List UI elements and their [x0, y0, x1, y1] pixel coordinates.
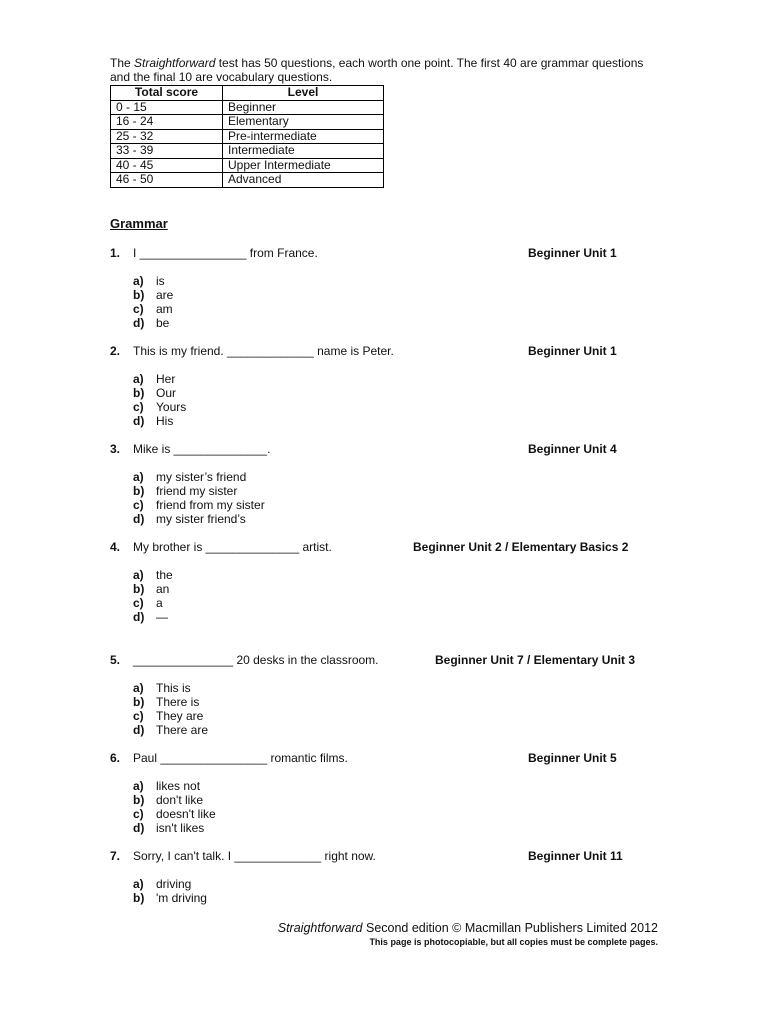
- answer-option: [133, 877, 207, 891]
- score-cell: 40 - 45: [111, 158, 223, 173]
- answer-option: [133, 372, 186, 386]
- question-unit-ref: Beginner Unit 1: [528, 246, 617, 260]
- header-total-score: Total score: [111, 86, 223, 101]
- question-unit-ref: Beginner Unit 1: [528, 344, 617, 358]
- score-cell: 33 - 39: [111, 144, 223, 159]
- intro-text-start: The: [110, 56, 135, 70]
- option-letter: a): [133, 274, 144, 288]
- score-cell: 0 - 15: [111, 100, 223, 115]
- option-text: Her: [156, 372, 176, 386]
- question-unit-ref: Beginner Unit 7 / Elementary Unit 3: [435, 653, 636, 667]
- option-letter: d): [133, 821, 145, 835]
- option-letter: c): [133, 400, 144, 414]
- option-text: —: [156, 610, 168, 624]
- option-text: my sister friend’s: [156, 512, 246, 526]
- table-row: [111, 129, 384, 144]
- section-title-grammar: Grammar: [110, 216, 168, 231]
- question-unit-ref: Beginner Unit 11: [528, 849, 623, 863]
- photocopy-note: This page is photocopiable, but all copies must be complete pages.: [369, 937, 658, 947]
- option-text: is: [156, 274, 165, 288]
- level-cell: Pre-intermediate: [223, 129, 384, 144]
- option-letter: a): [133, 372, 144, 386]
- option-letter: b): [133, 582, 145, 596]
- option-text: This is: [156, 681, 191, 695]
- option-text: isn't likes: [156, 821, 205, 835]
- option-text: His: [156, 414, 174, 428]
- table-row: [111, 100, 384, 115]
- option-text: Our: [156, 386, 177, 400]
- answer-option: [133, 512, 265, 526]
- answer-option: [133, 316, 173, 330]
- answer-options: [133, 681, 208, 737]
- answer-option: [133, 414, 186, 428]
- question-stem: This is my friend. _____________ name is Peter.: [133, 344, 394, 358]
- option-text: Yours: [156, 400, 187, 414]
- score-cell: 16 - 24: [111, 115, 223, 130]
- question-stem: Mike is ______________.: [133, 442, 271, 456]
- question-number: 2.: [110, 344, 121, 358]
- table-row: [111, 115, 384, 130]
- question-number: 7.: [110, 849, 121, 863]
- answer-option: [133, 695, 208, 709]
- answer-option: [133, 610, 173, 624]
- answer-options: [133, 470, 265, 526]
- option-letter: d): [133, 610, 145, 624]
- question-unit-ref: Beginner Unit 2 / Elementary Basics 2: [413, 540, 629, 554]
- option-text: an: [156, 582, 170, 596]
- option-text: a: [156, 596, 163, 610]
- option-text: There is: [156, 695, 200, 709]
- level-cell: Advanced: [223, 173, 384, 188]
- option-text: 'm driving: [156, 891, 207, 905]
- answer-option: [133, 821, 216, 835]
- answer-option: [133, 779, 216, 793]
- option-letter: b): [133, 793, 145, 807]
- question-stem: My brother is ______________ artist.: [133, 540, 332, 554]
- answer-options: [133, 877, 207, 905]
- answer-option: [133, 288, 173, 302]
- option-text: the: [156, 568, 173, 582]
- option-text: am: [156, 302, 173, 316]
- option-text: likes not: [156, 779, 201, 793]
- answer-option: [133, 793, 216, 807]
- answer-option: [133, 807, 216, 821]
- option-letter: a): [133, 877, 144, 891]
- option-text: friend from my sister: [156, 498, 265, 512]
- answer-options: [133, 274, 173, 330]
- footer-copyright-text: Second edition © Macmillan Publishers Limited 2012: [362, 921, 658, 935]
- option-text: are: [156, 288, 174, 302]
- table-header-row: [111, 86, 384, 101]
- question-stem: Paul ________________ romantic films.: [133, 751, 348, 765]
- intro-text-rest: test has 50 questions, each worth one point. The first 40 are grammar questions and the final 10 are vocabulary questions.: [110, 56, 644, 84]
- answer-option: [133, 498, 265, 512]
- question-stem: Sorry, I can't talk. I _____________ right now.: [133, 849, 376, 863]
- option-letter: b): [133, 386, 145, 400]
- answer-options: [133, 779, 216, 835]
- option-letter: b): [133, 484, 145, 498]
- answer-options: [133, 568, 173, 624]
- option-text: friend my sister: [156, 484, 238, 498]
- footer-book-title: Straightforward: [277, 921, 363, 935]
- option-text: There are: [156, 723, 209, 737]
- table-row: [111, 173, 384, 188]
- option-text: doesn't like: [156, 807, 216, 821]
- option-letter: c): [133, 596, 144, 610]
- level-cell: Beginner: [223, 100, 384, 115]
- answer-option: [133, 723, 208, 737]
- question-unit-ref: Beginner Unit 5: [528, 751, 617, 765]
- answer-option: [133, 386, 186, 400]
- option-letter: b): [133, 288, 145, 302]
- header-level: Level: [223, 86, 384, 101]
- question-stem: _______________ 20 desks in the classroom.: [133, 653, 379, 667]
- option-letter: b): [133, 891, 145, 905]
- answer-option: [133, 681, 208, 695]
- option-letter: a): [133, 568, 144, 582]
- table-row: [111, 144, 384, 159]
- table-row: [111, 158, 384, 173]
- answer-option: [133, 709, 208, 723]
- option-text: be: [156, 316, 170, 330]
- option-letter: a): [133, 470, 144, 484]
- question-number: 1.: [110, 246, 121, 260]
- option-letter: c): [133, 807, 144, 821]
- option-letter: c): [133, 302, 144, 316]
- option-letter: a): [133, 779, 144, 793]
- level-cell: Elementary: [223, 115, 384, 130]
- answer-option: [133, 274, 173, 288]
- copyright-line: [278, 921, 658, 935]
- question-number: 4.: [110, 540, 121, 554]
- question-stem: I ________________ from France.: [133, 246, 318, 260]
- intro-paragraph: [110, 56, 650, 84]
- question-number: 3.: [110, 442, 121, 456]
- question-unit-ref: Beginner Unit 4: [528, 442, 617, 456]
- answer-option: [133, 568, 173, 582]
- answer-option: [133, 484, 265, 498]
- option-text: driving: [156, 877, 192, 891]
- answer-option: [133, 302, 173, 316]
- option-letter: d): [133, 414, 145, 428]
- answer-option: [133, 891, 207, 905]
- option-text: don't like: [156, 793, 203, 807]
- option-letter: d): [133, 512, 145, 526]
- score-level-table: [110, 85, 384, 188]
- level-cell: Upper Intermediate: [223, 158, 384, 173]
- question-number: 6.: [110, 751, 121, 765]
- option-text: They are: [156, 709, 204, 723]
- answer-options: [133, 372, 186, 428]
- answer-option: [133, 596, 173, 610]
- answer-option: [133, 400, 186, 414]
- answer-option: [133, 470, 265, 484]
- score-cell: 25 - 32: [111, 129, 223, 144]
- option-letter: c): [133, 709, 144, 723]
- option-letter: b): [133, 695, 145, 709]
- score-cell: 46 - 50: [111, 173, 223, 188]
- option-letter: d): [133, 723, 145, 737]
- answer-option: [133, 582, 173, 596]
- option-letter: c): [133, 498, 144, 512]
- question-number: 5.: [110, 653, 121, 667]
- option-letter: d): [133, 316, 145, 330]
- intro-book-title: Straightforward: [134, 56, 216, 70]
- option-text: my sister’s friend: [156, 470, 247, 484]
- level-cell: Intermediate: [223, 144, 384, 159]
- option-letter: a): [133, 681, 144, 695]
